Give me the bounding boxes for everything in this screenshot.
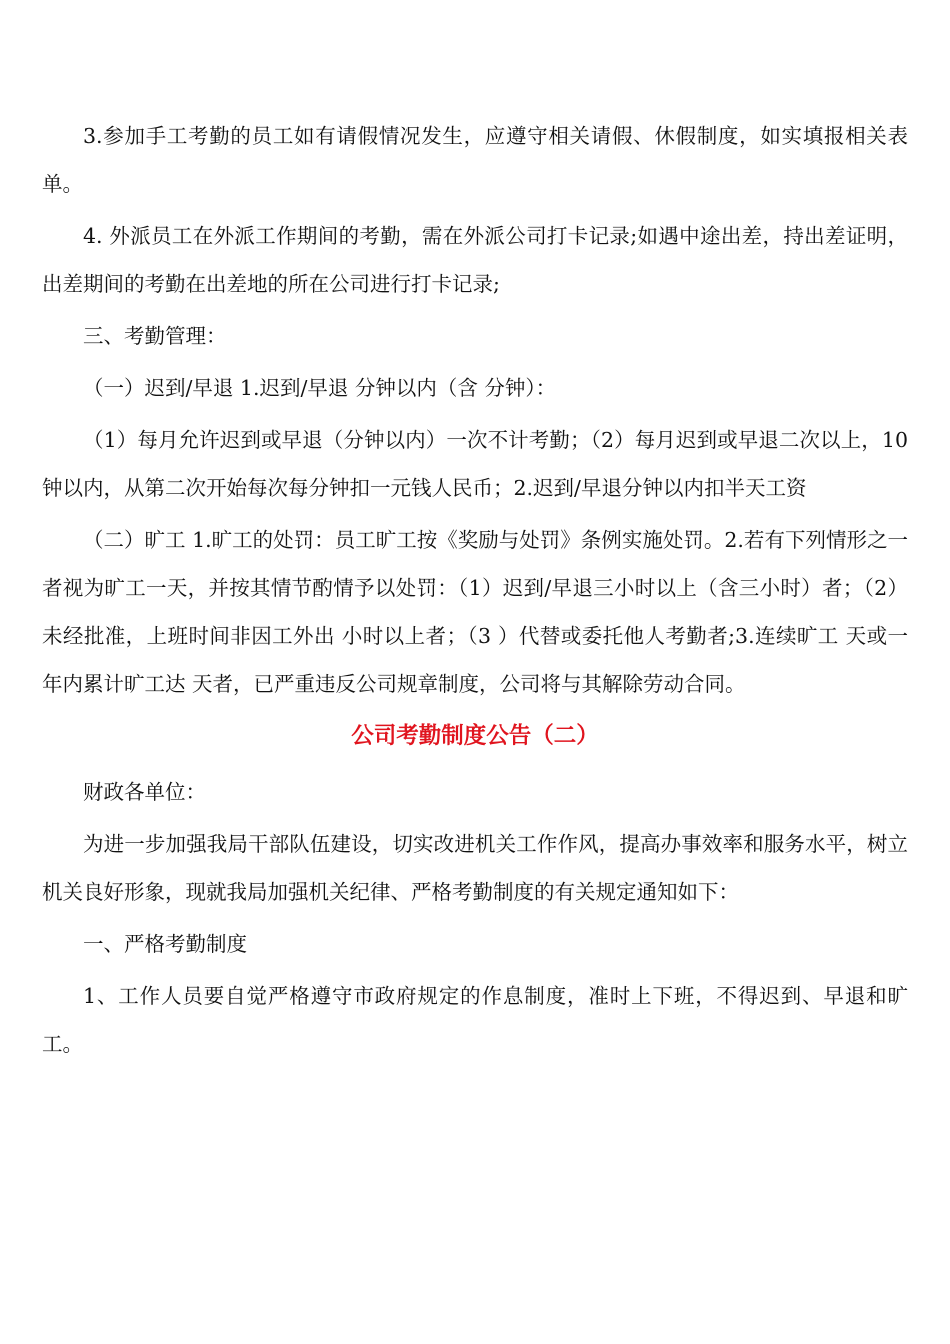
paragraph-manual-attendance-leave: 3.参加手工考勤的员工如有请假情况发生，应遵守相关请假、休假制度，如实填报相关表单。 [42, 124, 908, 196]
paragraph-salutation: 财政各单位： [83, 780, 206, 804]
section-heading-attendance-management: 三、考勤管理： [83, 324, 227, 348]
document-body [42, 112, 908, 1072]
paragraph-late-early-rules: （1）每月允许迟到或早退（分钟以内）一次不计考勤；（2）每月迟到或早退二次以上，10 钟以内，从第二次开始每次每分钟扣一元钱人民币；2.迟到/早退分钟以内扣半天工资 [42, 428, 908, 500]
paragraph-notice-intro: 为进一步加强我局干部队伍建设，切实改进机关工作作风，提高办事效率和服务水平，树立机关良好形象，现就我局加强机关纪律、严格考勤制度的有关规定通知如下： [42, 832, 908, 904]
paragraph-dispatched-staff-attendance: 4. 外派员工在外派工作期间的考勤，需在外派公司打卡记录;如遇中途出差，持出差证明，出差期间的考勤在出差地的所在公司进行打卡记录; [42, 224, 908, 296]
section-heading-strict-attendance: 一、严格考勤制度 [83, 932, 247, 956]
notice-title: 公司考勤制度公告（二） [351, 723, 599, 749]
paragraph-work-schedule-rule: 1、工作人员要自觉严格遵守市政府规定的作息制度，准时上下班，不得迟到、早退和旷工。 [42, 984, 908, 1056]
paragraph-absenteeism-rules: （二）旷工 1.旷工的处罚：员工旷工按《奖励与处罚》条例实施处罚。2.若有下列情形之一者视为旷工一天，并按其情节酌情予以处罚：（1）迟到/早退三小时以上（含三小时）者；（2）未经批准，上班时间非因工外出 小时以上者；（3 ）代替或委托他人考勤者;3.连续旷工 天或一年内累计旷工达 天者，已严重违反公司规章制度，公司将与其解除劳动合同。 [42, 528, 908, 696]
paragraph-late-early-leave: （一）迟到/早退 1.迟到/早退 分钟以内（含 分钟）： [83, 376, 557, 400]
